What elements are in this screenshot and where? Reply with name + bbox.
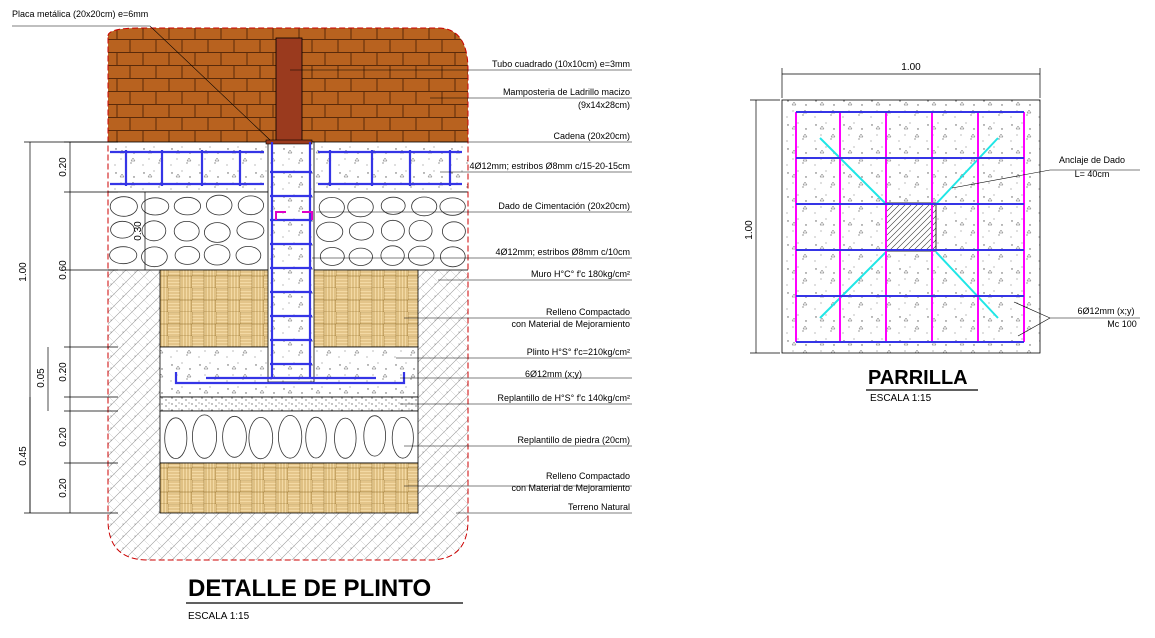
grid-height-dim: 1.00: [744, 220, 755, 240]
grid-title: PARRILLA: [868, 367, 968, 389]
label-blinding: Replantillo de H°S° f'c 140kg/cm²: [497, 393, 630, 403]
label-footing: Plinto H°S° f'c=210kg/cm²: [526, 347, 630, 357]
label-fill-1a: Relleno Compactado: [545, 307, 630, 317]
label-pier-steel: 4Ø12mm; estribos Ø8mm c/10cm: [495, 247, 630, 257]
dim-stone: 0.20: [58, 427, 69, 447]
label-anchor-1: Anclaje de Dado: [1058, 155, 1126, 165]
label-footing-steel: 6Ø12mm (x;y): [524, 369, 582, 379]
dim-fill: 0.20: [58, 478, 69, 498]
dim-030: 0.30: [133, 221, 144, 241]
steel-tube-column: [276, 38, 302, 142]
label-steel-tube: Tubo cuadrado (10x10cm) e=3mm: [492, 59, 630, 69]
label-masonry-1: Mamposteria de Ladrillo macizo: [502, 87, 630, 97]
label-grid-steel-2: Mc 100: [1107, 319, 1137, 329]
label-masonry-2: (9x14x28cm): [577, 100, 630, 110]
label-tie-beam: Cadena (20x20cm): [553, 131, 630, 141]
dim-045: 0.45: [18, 446, 29, 466]
blinding-layer: [160, 397, 418, 411]
dim-060: 0.60: [58, 260, 69, 280]
label-stone-blinding: Replantillo de piedra (20cm): [517, 435, 630, 445]
grid-scale: ESCALA 1:15: [870, 393, 932, 404]
label-base-plate: Placa metálica (20x20cm) e=6mm: [12, 9, 149, 19]
dim-005: 0.05: [36, 368, 47, 388]
label-anchor-2: L= 40cm: [1074, 169, 1110, 179]
grid-pier-section: [886, 203, 936, 251]
label-fill-1b: con Material de Mejoramiento: [511, 319, 630, 329]
grid-plan-drawing: [744, 62, 1140, 404]
plinth-title: DETALLE DE PLINTO: [188, 575, 432, 602]
dim-footing: 0.20: [58, 362, 69, 382]
dim-100: 1.00: [18, 262, 29, 282]
label-terrain: Terreno Natural: [567, 502, 630, 512]
label-fill-2a: Relleno Compactado: [545, 471, 630, 481]
label-wall: Muro H°C° f'c 180kg/cm²: [531, 269, 630, 279]
foundation-pier: [268, 142, 314, 382]
label-fill-2b: con Material de Mejoramiento: [511, 483, 630, 493]
compacted-fill-lower: [160, 463, 418, 513]
plinth-section-drawing: [12, 9, 632, 622]
label-tie-beam-steel: 4Ø12mm; estribos Ø8mm c/15-20-15cm: [469, 161, 630, 171]
grid-width-dim: 1.00: [901, 62, 921, 73]
label-grid-steel-1: 6Ø12mm (x;y): [1077, 306, 1135, 316]
label-pier: Dado de Cimentación (20x20cm): [498, 201, 630, 211]
dim-tie-beam: 0.20: [58, 157, 69, 177]
plinth-scale: ESCALA 1:15: [188, 611, 250, 622]
